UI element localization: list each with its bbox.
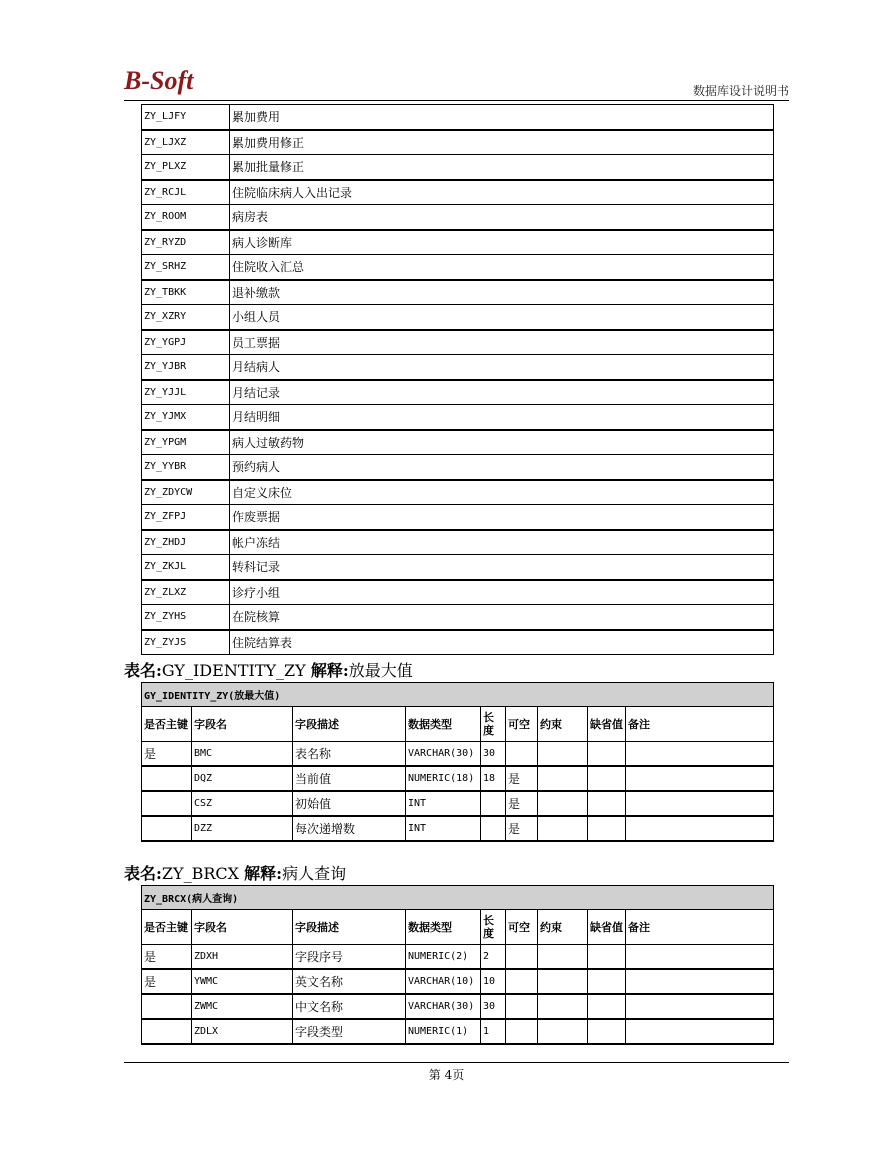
- table-row: [142, 945, 774, 970]
- cell-constraint: [538, 791, 588, 816]
- table-list-desc: 小组人员: [230, 305, 774, 330]
- table-list-row: [142, 280, 774, 305]
- cell-desc: 英文名称: [293, 969, 406, 994]
- explain-label: 解释:: [244, 864, 283, 883]
- table-list-name: ZY_YGPJ: [142, 330, 230, 355]
- cell-nullable: [506, 945, 538, 970]
- table-list-row: [142, 380, 774, 405]
- cell-nullable: [506, 1019, 538, 1044]
- cell-nullable: 是: [506, 816, 538, 841]
- table-list-desc: 累加费用修正: [230, 130, 774, 155]
- table-explain: 放最大值: [348, 661, 413, 680]
- table-row: [142, 791, 774, 816]
- col-header-remark: 备注: [626, 707, 774, 742]
- table-list-name: ZY_ZYHS: [142, 605, 230, 630]
- cell-pk: 是: [142, 742, 192, 767]
- table-list-desc: 退补缴款: [230, 280, 774, 305]
- cell-nullable: 是: [506, 791, 538, 816]
- col-header-constraint: 约束: [538, 910, 588, 945]
- col-header-desc: 字段描述: [293, 707, 406, 742]
- cell-len: 18: [481, 766, 506, 791]
- table-list-desc: 月结明细: [230, 405, 774, 430]
- table-caption: ZY_BRCX(病人查询): [142, 886, 774, 910]
- cell-type: INT: [406, 791, 481, 816]
- table-list-row: [142, 330, 774, 355]
- table-row: [142, 969, 774, 994]
- cell-default: [588, 766, 626, 791]
- table-list-desc: 月结病人: [230, 355, 774, 380]
- table-row: [142, 1019, 774, 1044]
- cell-type: NUMERIC(18): [406, 766, 481, 791]
- document-title: 数据库设计说明书: [692, 84, 789, 98]
- table-list-name: ZY_LJXZ: [142, 130, 230, 155]
- footer-divider: [124, 1062, 789, 1063]
- cell-field: CSZ: [192, 791, 293, 816]
- table-list-desc: 累加费用: [230, 105, 774, 130]
- logo-text: B-Soft: [124, 66, 194, 95]
- cell-constraint: [538, 969, 588, 994]
- col-header-len: 长度: [481, 707, 506, 742]
- col-header-field: 字段名: [192, 910, 293, 945]
- table-list-row: [142, 630, 774, 655]
- table-list-name: ZY_TBKK: [142, 280, 230, 305]
- table-list-name: ZY_LJFY: [142, 105, 230, 130]
- table-list-desc: 在院核算: [230, 605, 774, 630]
- cell-field: ZDXH: [192, 945, 293, 970]
- cell-default: [588, 969, 626, 994]
- cell-field: YWMC: [192, 969, 293, 994]
- cell-remark: [626, 994, 774, 1019]
- field-table-zy-brcx: [141, 885, 774, 1045]
- table-list-desc: 住院临床病人入出记录: [230, 180, 774, 205]
- table-list-row: [142, 505, 774, 530]
- table-list-desc: 病房表: [230, 205, 774, 230]
- cell-field: ZWMC: [192, 994, 293, 1019]
- cell-field: DQZ: [192, 766, 293, 791]
- table-list-row: [142, 405, 774, 430]
- table-list-row: [142, 305, 774, 330]
- cell-constraint: [538, 766, 588, 791]
- cell-type: VARCHAR(30): [406, 994, 481, 1019]
- table-list-desc: 月结记录: [230, 380, 774, 405]
- cell-remark: [626, 816, 774, 841]
- cell-nullable: [506, 994, 538, 1019]
- table-list-name: ZY_ZYJS: [142, 630, 230, 655]
- table-list-row: [142, 230, 774, 255]
- table-list-name: ZY_SRHZ: [142, 255, 230, 280]
- table-list-desc: 转科记录: [230, 555, 774, 580]
- table-list-name: ZY_ZLXZ: [142, 580, 230, 605]
- table-list-row: [142, 180, 774, 205]
- cell-default: [588, 791, 626, 816]
- table-list-name: ZY_YPGM: [142, 430, 230, 455]
- page-number: 第 4页: [428, 1068, 465, 1082]
- cell-remark: [626, 791, 774, 816]
- cell-nullable: 是: [506, 766, 538, 791]
- col-header-constraint: 约束: [538, 707, 588, 742]
- col-header-pk: 是否主键: [142, 910, 192, 945]
- cell-len: 1: [481, 1019, 506, 1044]
- cell-len: [481, 816, 506, 841]
- cell-default: [588, 1019, 626, 1044]
- cell-remark: [626, 742, 774, 767]
- table-list-desc: 住院收入汇总: [230, 255, 774, 280]
- table-list-row: [142, 255, 774, 280]
- col-header-default: 缺省值: [588, 707, 626, 742]
- col-header-default: 缺省值: [588, 910, 626, 945]
- table-list-row: [142, 105, 774, 130]
- table-list-row: [142, 580, 774, 605]
- cell-desc: 中文名称: [293, 994, 406, 1019]
- cell-pk: [142, 816, 192, 841]
- cell-default: [588, 994, 626, 1019]
- table-list-name: ZY_YJMX: [142, 405, 230, 430]
- cell-field: ZDLX: [192, 1019, 293, 1044]
- table-list-name: ZY_RCJL: [142, 180, 230, 205]
- cell-len: 2: [481, 945, 506, 970]
- table-explain: 病人查询: [282, 864, 347, 883]
- table-list-row: [142, 155, 774, 180]
- explain-label: 解释:: [310, 661, 349, 680]
- table-list-desc: 住院结算表: [230, 630, 774, 655]
- cell-len: 30: [481, 994, 506, 1019]
- col-header-field: 字段名: [192, 707, 293, 742]
- cell-type: VARCHAR(30): [406, 742, 481, 767]
- section-heading-zy-brcx: [124, 861, 346, 884]
- table-name: GY_IDENTITY_ZY: [161, 661, 306, 680]
- table-list-name: ZY_XZRY: [142, 305, 230, 330]
- cell-len: 10: [481, 969, 506, 994]
- cell-desc: 当前值: [293, 766, 406, 791]
- table-name-label: 表名:: [124, 864, 162, 883]
- table-list-name: ZY_ZHDJ: [142, 530, 230, 555]
- cell-default: [588, 742, 626, 767]
- table-list-name: ZY_YJBR: [142, 355, 230, 380]
- cell-type: NUMERIC(1): [406, 1019, 481, 1044]
- cell-pk: [142, 994, 192, 1019]
- cell-type: NUMERIC(2): [406, 945, 481, 970]
- table-list-name: ZY_YJJL: [142, 380, 230, 405]
- table-list-row: [142, 130, 774, 155]
- table-list: [141, 104, 774, 655]
- cell-constraint: [538, 1019, 588, 1044]
- table-row: [142, 994, 774, 1019]
- cell-len: [481, 791, 506, 816]
- cell-field: BMC: [192, 742, 293, 767]
- col-header-pk: 是否主键: [142, 707, 192, 742]
- cell-pk: [142, 791, 192, 816]
- table-list-desc: 诊疗小组: [230, 580, 774, 605]
- cell-len: 30: [481, 742, 506, 767]
- table-list-row: [142, 455, 774, 480]
- col-header-type: 数据类型: [406, 910, 481, 945]
- cell-desc: 字段类型: [293, 1019, 406, 1044]
- col-header-nullable: 可空: [506, 910, 538, 945]
- field-table-gy-identity-zy: [141, 682, 774, 842]
- cell-constraint: [538, 742, 588, 767]
- table-list-desc: 自定义床位: [230, 480, 774, 505]
- table-row: [142, 766, 774, 791]
- table-list-desc: 员工票据: [230, 330, 774, 355]
- table-list-desc: 累加批量修正: [230, 155, 774, 180]
- cell-desc: 每次递增数: [293, 816, 406, 841]
- cell-remark: [626, 766, 774, 791]
- cell-constraint: [538, 816, 588, 841]
- cell-nullable: [506, 969, 538, 994]
- cell-nullable: [506, 742, 538, 767]
- table-list-desc: 预约病人: [230, 455, 774, 480]
- cell-remark: [626, 1019, 774, 1044]
- table-row: [142, 742, 774, 767]
- table-list-name: ZY_ZFPJ: [142, 505, 230, 530]
- cell-default: [588, 816, 626, 841]
- table-list-name: ZY_ROOM: [142, 205, 230, 230]
- table-caption: GY_IDENTITY_ZY(放最大值): [142, 683, 774, 707]
- cell-remark: [626, 945, 774, 970]
- cell-constraint: [538, 994, 588, 1019]
- table-list-row: [142, 530, 774, 555]
- table-list-name: ZY_RYZD: [142, 230, 230, 255]
- cell-type: INT: [406, 816, 481, 841]
- col-header-len: 长度: [481, 910, 506, 945]
- col-header-desc: 字段描述: [293, 910, 406, 945]
- table-list-row: [142, 205, 774, 230]
- cell-pk: 是: [142, 969, 192, 994]
- cell-constraint: [538, 945, 588, 970]
- cell-pk: 是: [142, 945, 192, 970]
- col-header-type: 数据类型: [406, 707, 481, 742]
- table-row: [142, 816, 774, 841]
- table-list-row: [142, 555, 774, 580]
- table-name-label: 表名:: [124, 661, 162, 680]
- cell-pk: [142, 1019, 192, 1044]
- table-list-name: ZY_YYBR: [142, 455, 230, 480]
- table-list-row: [142, 480, 774, 505]
- table-list-desc: 帐户冻结: [230, 530, 774, 555]
- cell-desc: 字段序号: [293, 945, 406, 970]
- table-list-row: [142, 605, 774, 630]
- cell-pk: [142, 766, 192, 791]
- cell-desc: 初始值: [293, 791, 406, 816]
- cell-field: DZZ: [192, 816, 293, 841]
- cell-default: [588, 945, 626, 970]
- table-list-row: [142, 355, 774, 380]
- table-list-desc: 作废票据: [230, 505, 774, 530]
- table-list-desc: 病人诊断库: [230, 230, 774, 255]
- col-header-nullable: 可空: [506, 707, 538, 742]
- header-divider: [124, 100, 789, 101]
- company-logo: [124, 66, 214, 100]
- table-list-name: ZY_PLXZ: [142, 155, 230, 180]
- cell-remark: [626, 969, 774, 994]
- section-heading-gy-identity-zy: [124, 658, 413, 681]
- cell-desc: 表名称: [293, 742, 406, 767]
- cell-type: VARCHAR(10): [406, 969, 481, 994]
- table-list-name: ZY_ZKJL: [142, 555, 230, 580]
- table-list-row: [142, 430, 774, 455]
- col-header-remark: 备注: [626, 910, 774, 945]
- table-list-name: ZY_ZDYCW: [142, 480, 230, 505]
- table-name: ZY_BRCX: [161, 864, 240, 883]
- table-list-desc: 病人过敏药物: [230, 430, 774, 455]
